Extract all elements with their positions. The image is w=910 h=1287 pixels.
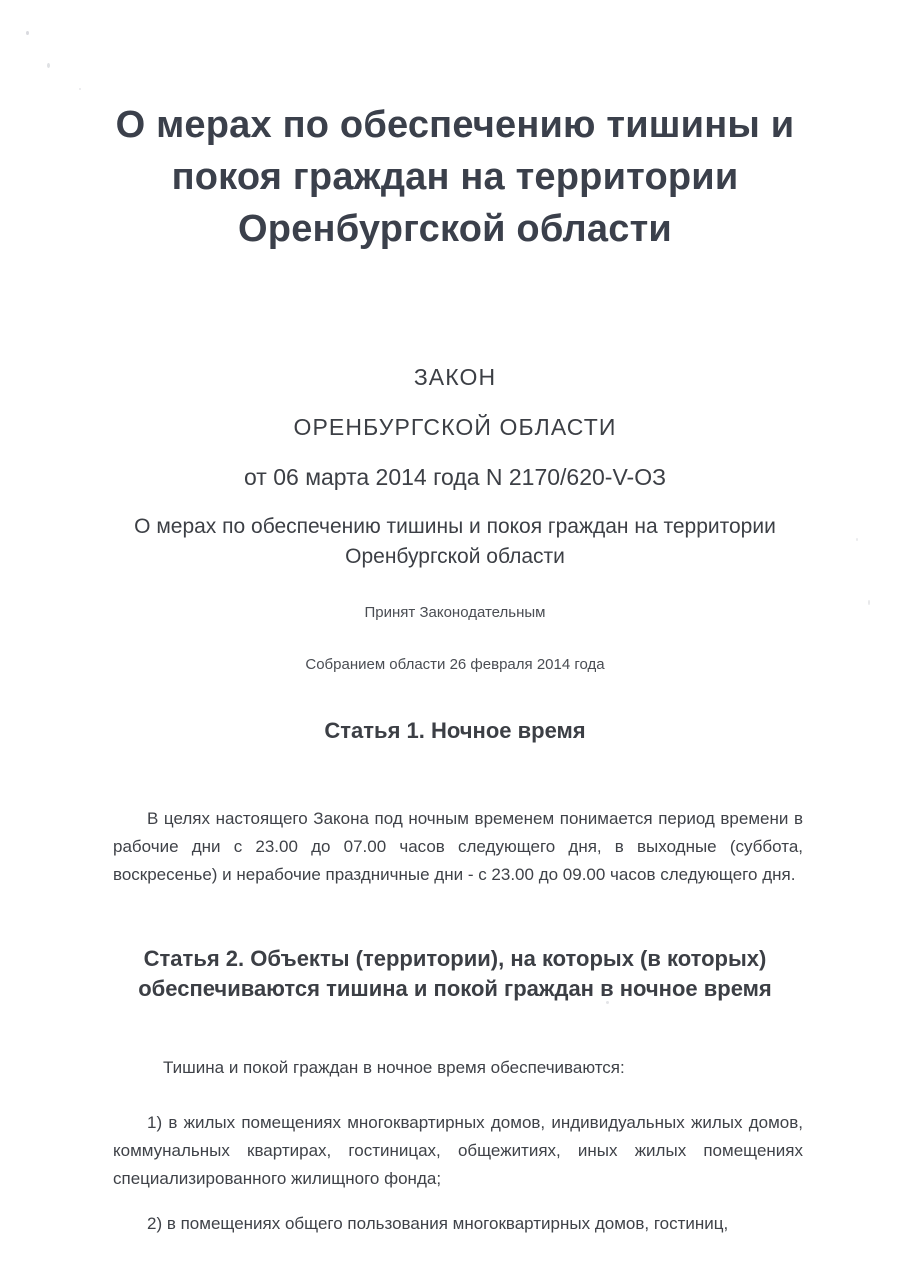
law-subject-line: О мерах по обеспечению тишины и покоя граждан на территории Оренбургской области bbox=[134, 515, 776, 568]
law-header-block bbox=[105, 352, 805, 676]
scan-speckle-icon bbox=[79, 88, 81, 90]
article-1-body: В целях настоящего Закона под ночным временем понимается период времени в рабочие дни с 23.00 до 07.00 часов следующего дня, в выходные (суббота, воскресенье) и нерабочие праздничные дни - с 23.00 до 09.00 часов следующего дня. bbox=[113, 809, 803, 884]
article-2-intro: Тишина и покой граждан в ночное время обеспечиваются: bbox=[163, 1058, 625, 1077]
act-kind-label: ЗАКОН bbox=[413, 364, 497, 390]
law-number-and-date: от 06 марта 2014 года N 2170/620-V-ОЗ bbox=[244, 464, 666, 490]
adopted-by-line: Принят Законодательным bbox=[364, 604, 546, 621]
scan-speckle-icon bbox=[868, 600, 870, 605]
article-2-item-2: 2) в помещениях общего пользования многоквартирных домов, гостиниц, bbox=[147, 1214, 729, 1233]
adopted-where-line: Собранием области 26 февраля 2014 года bbox=[305, 656, 605, 673]
scan-speckle-icon bbox=[856, 538, 858, 541]
article-2-heading: Статья 2. Объекты (территории), на которых (в которых) обеспечиваются тишина и покой граждан в ночное время bbox=[138, 946, 772, 1002]
document-title: О мерах по обеспечению тишины и покоя граждан на территории Оренбургской области bbox=[115, 104, 795, 251]
article-2-item-1: 1) в жилых помещениях многоквартирных домов, индивидуальных жилых домов, коммунальных квартирах, гостиницах, общежитиях, иных жилых помещениях специализированного жилищного фонда; bbox=[113, 1113, 803, 1188]
scan-speckle-icon bbox=[47, 63, 50, 68]
jurisdiction-label: ОРЕНБУРГСКОЙ ОБЛАСТИ bbox=[293, 414, 617, 440]
scan-speckle-icon bbox=[26, 31, 29, 35]
article-1-heading: Статья 1. Ночное время bbox=[324, 718, 586, 744]
